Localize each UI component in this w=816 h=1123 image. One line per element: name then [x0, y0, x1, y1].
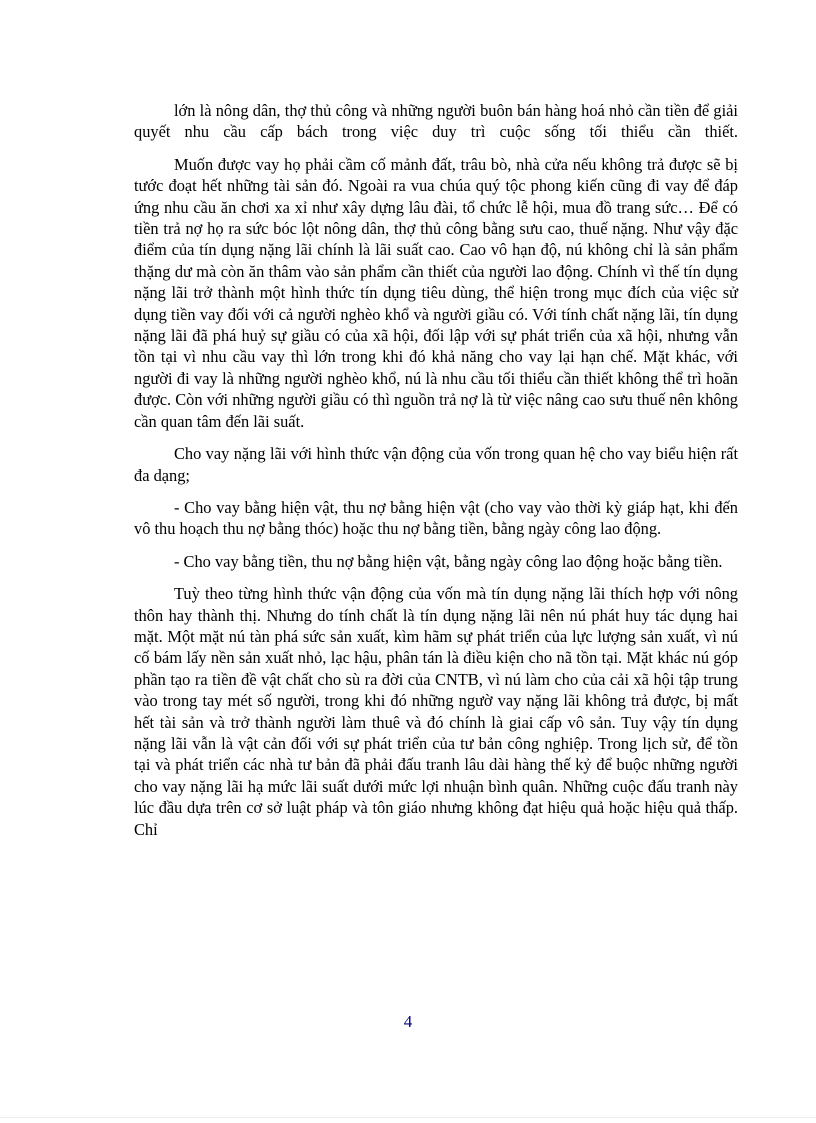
- paragraph-1: lớn là nông dân, thợ thủ công và những người buôn bán hàng hoá nhỏ cần tiền để giải quyết nhu cầu cấp bách trong việc duy trì cuộc sống tối thiểu cần thiết.: [134, 101, 738, 142]
- paragraph-4: - Cho vay bằng hiện vật, thu nợ bằng hiện vật (cho vay vào thời kỳ giáp hạt, khi đến vô thu hoạch thu nợ bằng thóc) hoặc thu nợ bằng tiền, bằng ngày công lao động.: [134, 497, 738, 539]
- page-bottom-edge: [0, 1117, 816, 1118]
- body-text: [134, 100, 738, 851]
- paragraph-6: Tuỳ theo từng hình thức vận động của vốn mà tín dụng nặng lãi thích hợp với nông thôn hay thành thị. Nhưng do tính chất là tín dụng nặng lãi nên nú phát huy tác dụng hai mặt. Một mặt nú tàn phá sức sản xuất, kìm hãm sự phát triển của lực lượng sản xuất, vì nú cố bám lấy nền sản xuất nhỏ, lạc hậu, phân tán là điều kiện cho nã tồn tại. Mặt khác nú góp phần tạo ra tiền đề vật chất cho sù ra đời của CNTB, vì nú làm cho của cải xã hội tập trung vào trong tay mét số người, trong khi đó những ngườ vay nặng lãi không trả được, bị mất hết tài sản và trở thành người làm thuê và đó chính là giai cấp vô sản. Tuy vậy tín dụng nặng lãi vẫn là vật cản đối với sự phát triển của tư bản công nghiệp. Trong lịch sử, để tồn tại và phát triển các nhà tư bản đã phải đấu tranh lâu dài hàng thế kỷ để buộc những người cho vay nặng lãi hạ mức lãi suất dưới mức lợi nhuận bình quân. Những cuộc đấu tranh này lúc đầu dựa trên cơ sở luật pháp và tôn giáo nhưng không đạt hiệu quả hoặc hiệu quả thấp. Chỉ: [134, 584, 738, 839]
- paragraph-2: Muốn được vay họ phải cầm cố mảnh đất, trâu bò, nhà cửa nếu không trả được sẽ bị tước đoạt hết những tài sản đó. Ngoài ra vua chúa quý tộc phong kiến cũng đi vay để đáp ứng nhu cầu ăn chơi xa xỉ như xây dựng lâu đài, tổ chức lễ hội, mua đồ trang sức… Để có tiền trả nợ họ ra sức bóc lột nông dân, thợ thủ công bằng sưu cao, thuế nặng. Như vậy đặc điểm của tín dụng nặng lãi chính là lãi suất cao. Cao vô hạn độ, nú không chỉ là sản phẩm thặng dư mà còn ăn thâm vào sản phẩm cần thiết của người lao động. Chính vì thế tín dụng nặng lãi trở thành một hình thức tín dụng tiêu dùng, thể hiện trong mục đích của việc sử dụng tiền vay đối với cả người nghèo khổ và người giầu có. Với tính chất nặng lãi, tín dụng nặng lãi đã phá huỷ sự giầu có của xã hội, đối lập với sự phát triển của xã hội, nhưng vẫn tồn tại vì nhu cầu vay thì lớn trong khi đó khả năng cho vay lại hạn chế. Mặt khác, với người đi vay là những người nghèo khổ, nú là nhu cầu tối thiểu cần thiết không thể trì hoãn được. Còn với những người giầu có thì nguồn trả nợ là từ việc nâng cao sưu thuế nên không cần quan tâm đến lãi suất.: [134, 154, 738, 431]
- paragraph-3: Cho vay nặng lãi với hình thức vận động của vốn trong quan hệ cho vay biểu hiện rất đa dạng;: [134, 444, 738, 485]
- paragraph-5: - Cho vay bằng tiền, thu nợ bằng hiện vật, bằng ngày công lao động hoặc bằng tiền.: [174, 551, 723, 571]
- page-number: 4: [403, 1012, 413, 1031]
